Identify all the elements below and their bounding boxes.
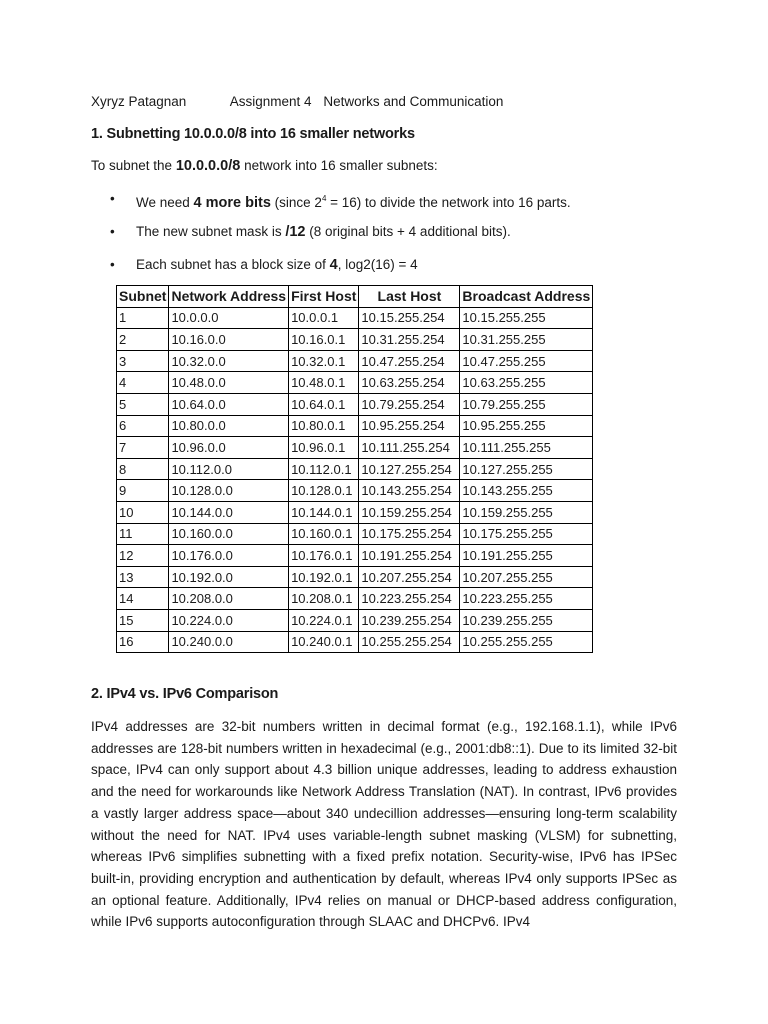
bullet-text-pre: Each subnet has a block size of [136,257,330,272]
cell-subnet-number: 15 [117,609,169,631]
cell-subnet-number: 9 [117,480,169,502]
cell-network-address: 10.64.0.0 [169,393,289,415]
cell-network-address: 10.224.0.0 [169,609,289,631]
cell-subnet-number: 6 [117,415,169,437]
bullet-bold: 4 more bits [193,195,271,211]
cell-first-host: 10.128.0.1 [289,480,359,502]
cell-broadcast-address: 10.207.255.255 [460,566,593,588]
cell-broadcast-address: 10.31.255.255 [460,329,593,351]
section-2-heading: 2. IPv4 vs. IPv6 Comparison [91,686,279,702]
cell-network-address: 10.96.0.0 [169,437,289,459]
intro-text-pre: To subnet the [91,158,176,173]
col-header-first-host: First Host [289,286,359,308]
cell-subnet-number: 5 [117,393,169,415]
cell-broadcast-address: 10.175.255.255 [460,523,593,545]
col-header-broadcast-address: Broadcast Address [460,286,593,308]
exponent: 4 [321,194,327,203]
table-row [117,631,593,653]
bullet-item [110,222,571,255]
cell-broadcast-address: 10.111.255.255 [460,437,593,459]
col-header-subnet: Subnet [117,286,169,308]
assignment-label: Assignment 4 [229,94,312,109]
bullet-item [110,255,571,288]
course-title: Networks and Communication [323,94,504,109]
cell-network-address: 10.160.0.0 [169,523,289,545]
cell-first-host: 10.192.0.1 [289,566,359,588]
cell-first-host: 10.48.0.1 [289,372,359,394]
bullet-text-pre: The new subnet mask is [136,224,286,239]
cell-broadcast-address: 10.127.255.255 [460,458,593,480]
bullet-text-post: , log2(16) = 4 [337,257,418,272]
section-1-intro [91,158,438,174]
cell-last-host: 10.175.255.254 [359,523,460,545]
cell-subnet-number: 3 [117,350,169,372]
cell-subnet-number: 4 [117,372,169,394]
cell-first-host: 10.144.0.1 [289,501,359,523]
col-header-network-address: Network Address [169,286,289,308]
cell-first-host: 10.224.0.1 [289,609,359,631]
table-row [117,458,593,480]
table-body [117,307,593,653]
table-row [117,523,593,545]
cell-network-address: 10.80.0.0 [169,415,289,437]
table-row [117,372,593,394]
table-row [117,393,593,415]
cell-network-address: 10.48.0.0 [169,372,289,394]
cell-first-host: 10.64.0.1 [289,393,359,415]
cell-network-address: 10.192.0.0 [169,566,289,588]
cell-last-host: 10.79.255.254 [359,393,460,415]
bullet-text-pre: We need [136,195,194,210]
cell-broadcast-address: 10.255.255.255 [460,631,593,653]
cell-subnet-number: 10 [117,501,169,523]
cell-subnet-number: 12 [117,545,169,567]
cell-subnet-number: 11 [117,523,169,545]
cell-broadcast-address: 10.47.255.255 [460,350,593,372]
subnet-table [116,285,593,653]
cell-network-address: 10.208.0.0 [169,588,289,610]
cell-first-host: 10.176.0.1 [289,545,359,567]
table-row [117,350,593,372]
cell-subnet-number: 13 [117,566,169,588]
table-header-row [117,286,593,308]
cell-broadcast-address: 10.15.255.255 [460,307,593,329]
author-name: Xyryz Patagnan [91,94,187,109]
cell-broadcast-address: 10.143.255.255 [460,480,593,502]
table-row [117,501,593,523]
cell-last-host: 10.127.255.254 [359,458,460,480]
cell-last-host: 10.159.255.254 [359,501,460,523]
cell-network-address: 10.240.0.0 [169,631,289,653]
cell-first-host: 10.160.0.1 [289,523,359,545]
cell-network-address: 10.176.0.0 [169,545,289,567]
cell-broadcast-address: 10.79.255.255 [460,393,593,415]
cell-network-address: 10.16.0.0 [169,329,289,351]
bullet-text-mid: (since 2 [270,195,322,210]
cell-first-host: 10.80.0.1 [289,415,359,437]
document-header [91,94,503,109]
cell-broadcast-address: 10.191.255.255 [460,545,593,567]
table-row [117,307,593,329]
bullet-text-post: (8 original bits + 4 additional bits). [305,224,511,239]
table-row [117,329,593,351]
cell-last-host: 10.143.255.254 [359,480,460,502]
cell-last-host: 10.15.255.254 [359,307,460,329]
intro-text-post: network into 16 smaller subnets: [240,158,438,173]
cell-first-host: 10.208.0.1 [289,588,359,610]
cell-network-address: 10.32.0.0 [169,350,289,372]
cell-broadcast-address: 10.63.255.255 [460,372,593,394]
cell-last-host: 10.95.255.254 [359,415,460,437]
cell-network-address: 10.0.0.0 [169,307,289,329]
cell-subnet-number: 14 [117,588,169,610]
table-row [117,545,593,567]
cell-first-host: 10.240.0.1 [289,631,359,653]
section-1-heading: 1. Subnetting 10.0.0.0/8 into 16 smaller networks [91,126,415,142]
cell-last-host: 10.239.255.254 [359,609,460,631]
bullet-bold: 4 [329,257,338,273]
cell-last-host: 10.111.255.254 [359,437,460,459]
cell-network-address: 10.128.0.0 [169,480,289,502]
subnet-bullet-list [110,189,571,288]
cell-subnet-number: 2 [117,329,169,351]
table-row [117,566,593,588]
cell-network-address: 10.144.0.0 [169,501,289,523]
cell-broadcast-address: 10.95.255.255 [460,415,593,437]
cell-network-address: 10.112.0.0 [169,458,289,480]
cell-broadcast-address: 10.239.255.255 [460,609,593,631]
cell-broadcast-address: 10.159.255.255 [460,501,593,523]
bullet-bold: /12 [285,224,306,240]
cell-first-host: 10.16.0.1 [289,329,359,351]
cell-subnet-number: 7 [117,437,169,459]
bullet-text-post: = 16) to divide the network into 16 parts. [326,195,571,210]
cell-subnet-number: 1 [117,307,169,329]
cell-last-host: 10.47.255.254 [359,350,460,372]
intro-network-bold: 10.0.0.0/8 [175,158,241,174]
table-row [117,415,593,437]
cell-last-host: 10.63.255.254 [359,372,460,394]
table-row [117,609,593,631]
cell-first-host: 10.0.0.1 [289,307,359,329]
cell-subnet-number: 8 [117,458,169,480]
cell-last-host: 10.255.255.254 [359,631,460,653]
table-row [117,588,593,610]
cell-last-host: 10.191.255.254 [359,545,460,567]
cell-first-host: 10.96.0.1 [289,437,359,459]
comparison-paragraph: IPv4 addresses are 32-bit numbers written in decimal format (e.g., 192.168.1.1), while IPv6 addresses are 128-bit numbers written in hexadecimal (e.g., 2001:db8::1). Due to its limited 32-bit space, IPv4 can only support about 4.3 billion unique addresses, leading to address exhaustion and the need for workarounds like Network Address Translation (NAT). In contrast, IPv6 provides a vastly larger address space—about 340 undecillion addresses—ensuring long-term scalability without the need for NAT. IPv4 uses variable-length subnet masking (VLSM) for subnetting, whereas IPv6 simplifies subnetting with a fixed prefix notation. Security-wise, IPv6 has IPSec built-in, providing encryption and authentication by default, whereas IPv4 only supports IPSec as an optional feature. Additionally, IPv4 relies on manual or DHCP-based address configuration, while IPv6 supports autoconfiguration through SLAAC and DHCPv6. IPv4 [91,719,677,930]
cell-last-host: 10.223.255.254 [359,588,460,610]
col-header-last-host: Last Host [359,286,460,308]
cell-first-host: 10.32.0.1 [289,350,359,372]
cell-last-host: 10.207.255.254 [359,566,460,588]
table-row [117,480,593,502]
cell-broadcast-address: 10.223.255.255 [460,588,593,610]
bullet-item [110,189,571,222]
cell-last-host: 10.31.255.254 [359,329,460,351]
table-row [117,437,593,459]
cell-subnet-number: 16 [117,631,169,653]
cell-first-host: 10.112.0.1 [289,458,359,480]
